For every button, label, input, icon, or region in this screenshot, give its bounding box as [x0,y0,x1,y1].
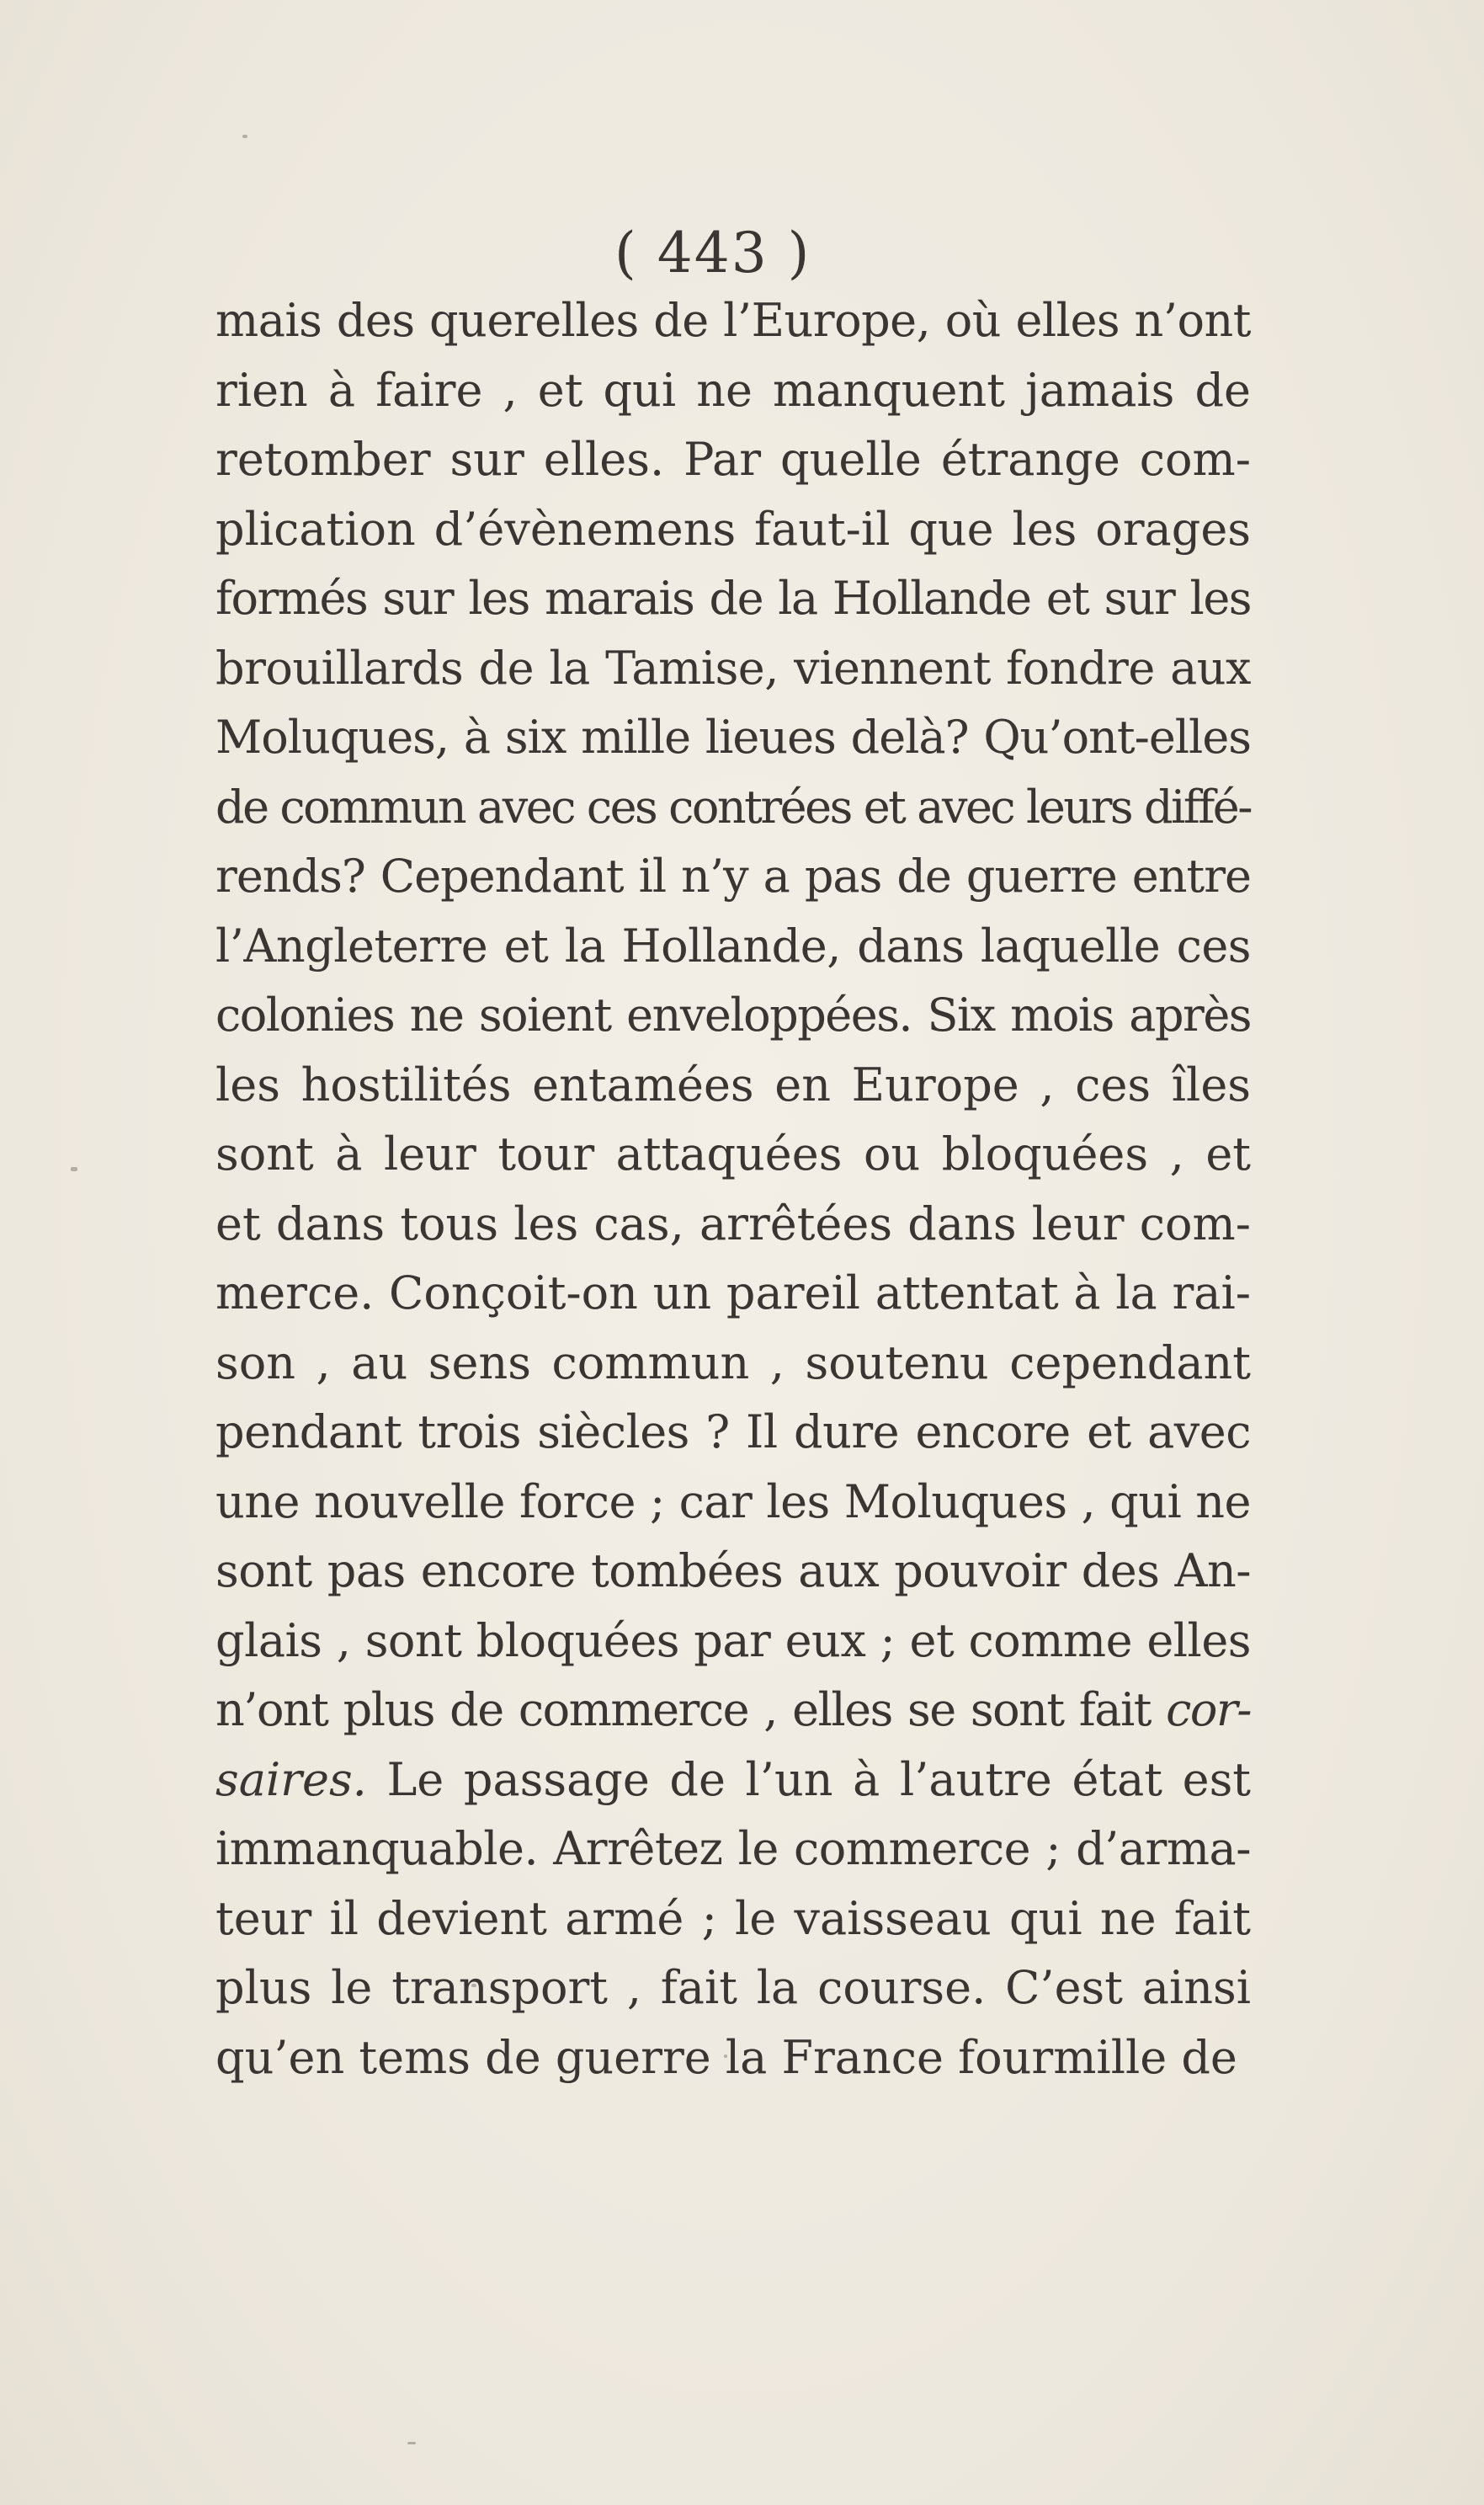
text-line: de commun avec ces contrées et avec leurs diffé- [215,780,1251,834]
text-line: rien à faire , et qui ne manquent jamais de [215,363,1251,417]
paper-speck [471,1984,476,1987]
text-line: une nouvelle force ; car les Moluques , qui ne [215,1474,1251,1528]
text-line: retomber sur elles. Par quelle étrange com- [215,433,1251,486]
italic-fragment: saires. [215,1752,367,1806]
text-line: glais , sont bloquées par eux ; et comme elles [215,1613,1251,1667]
paper-speck [242,135,247,138]
text-line: formés sur les marais de la Hollande et sur les [215,572,1251,625]
italic-fragment: cor- [1166,1683,1251,1736]
text-line: l’Angleterre et la Hollande, dans laquelle ces [215,919,1251,973]
text-line: teur il devient armé ; le vaisseau qui ne fait [215,1891,1251,1945]
text-line: et dans tous les cas, arrêtées dans leur com- [215,1197,1251,1250]
text-line [215,1746,1251,1815]
text-fragment: n’ont plus de commerce , elles se sont fait [215,1683,1167,1736]
body-text [215,286,1251,2092]
text-line: merce. Conçoit-on un pareil attentat à la rai- [215,1266,1251,1319]
text-line [215,1676,1251,1746]
text-line: plus le transport , fait la course. C’est ainsi [215,1961,1251,2014]
text-line: qu’en tems de guerre la France fourmille de [215,2030,1237,2084]
text-line: son , au sens commun , soutenu cependant [215,1335,1251,1389]
paper-speck [407,2442,416,2444]
text-line: brouillards de la Tamise, viennent fondre aux [215,641,1251,695]
text-line: mais des querelles de l’Europe, où elles n’ont [215,294,1251,347]
text-line: Moluques, à six mille lieues delà? Qu’ont-elles [215,711,1251,764]
text-line: sont pas encore tombées aux pouvoir des An- [215,1544,1251,1597]
paper-speck [724,2055,727,2058]
text-line: sont à leur tour attaquées ou bloquées , et [215,1127,1251,1181]
text-line: les hostilités entamées en Europe , ces îles [215,1058,1251,1111]
text-line: rends? Cependant il n’y a pas de guerre entre [215,850,1251,903]
paper-speck [71,1167,77,1171]
text-line: immanquable. Arrêtez le commerce ; d’arma- [215,1822,1251,1875]
text-fragment: Le passage de l’un à l’autre état est [366,1752,1251,1806]
text-line: colonies ne soient enveloppées. Six mois après [215,989,1251,1042]
page-number: ( 443 ) [614,221,811,285]
text-line: plication d’évènemens faut-il que les orages [215,502,1251,556]
text-line: pendant trois siècles ? Il dure encore et avec [215,1405,1251,1458]
